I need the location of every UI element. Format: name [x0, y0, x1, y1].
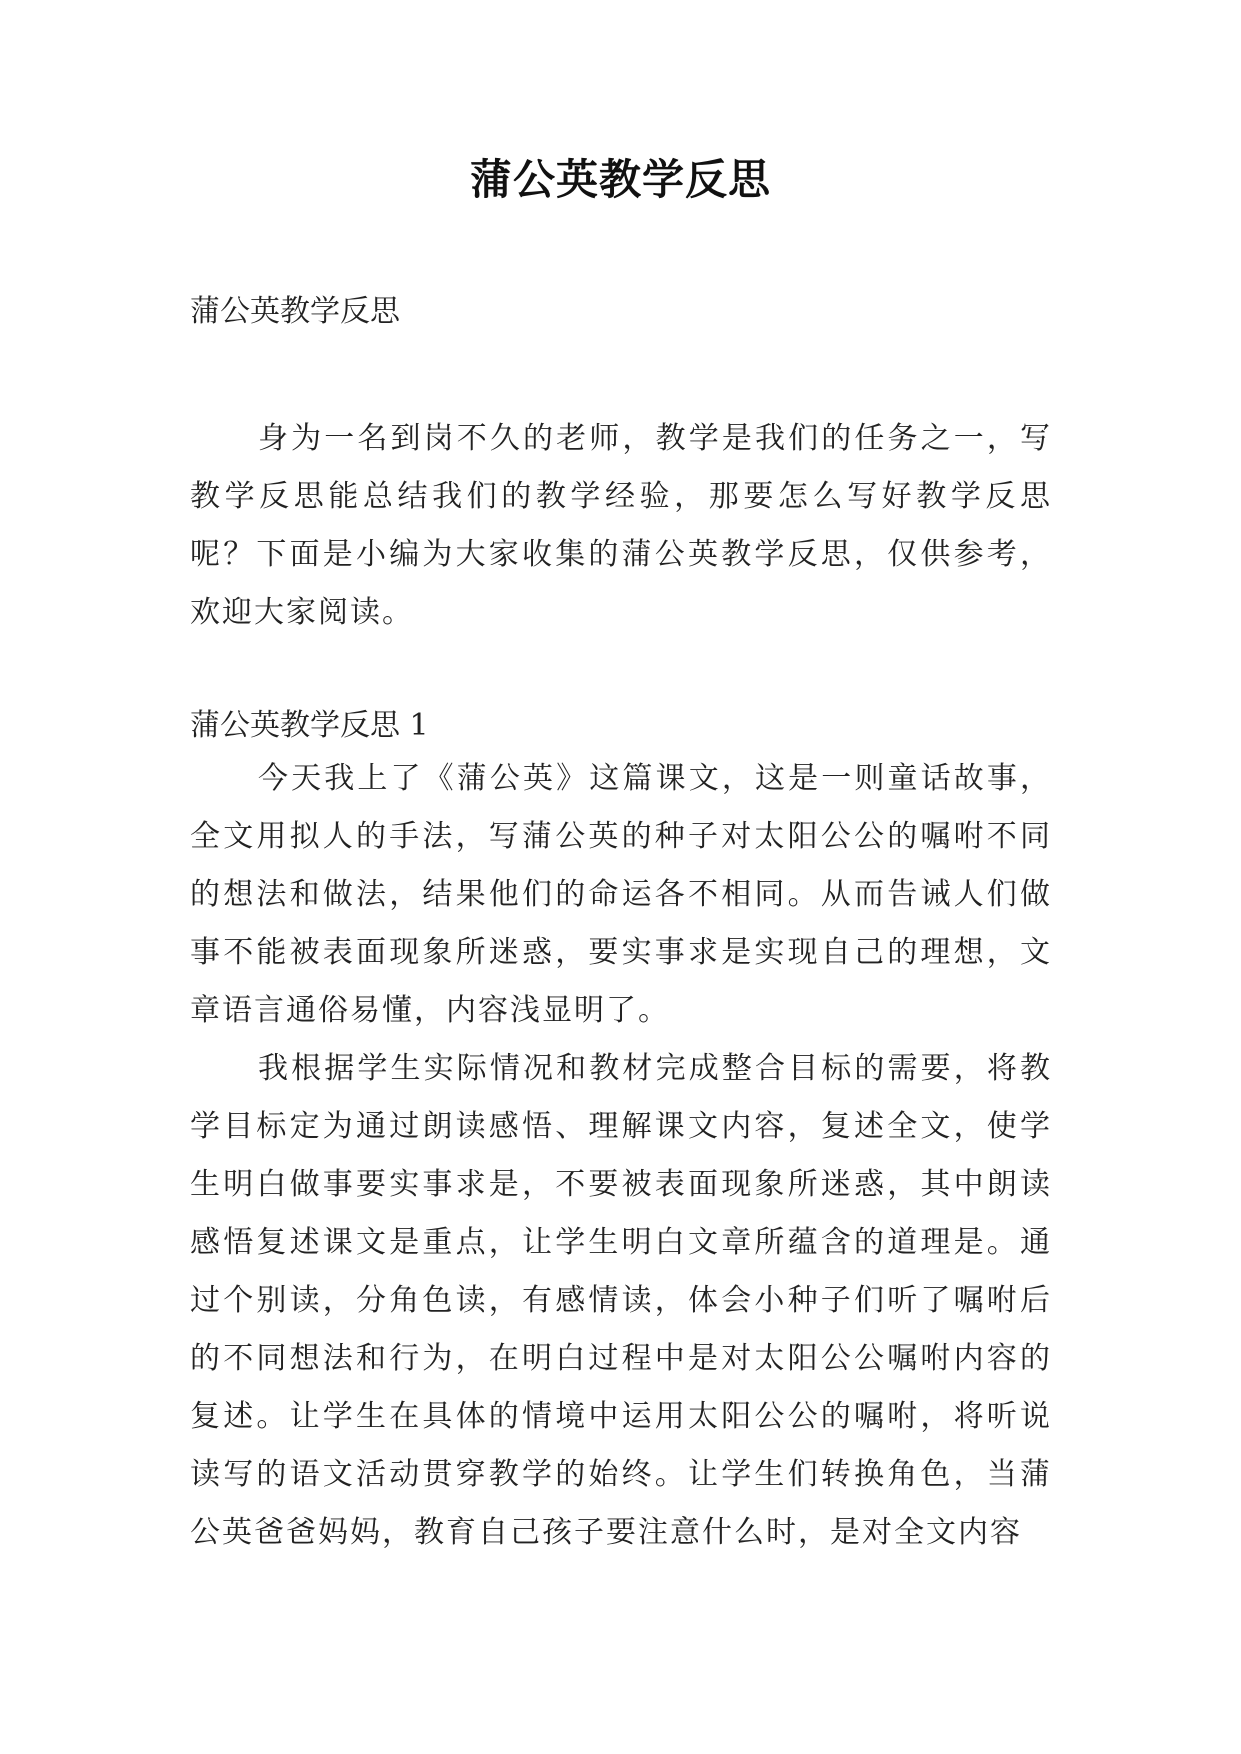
section-paragraph: 今天我上了《蒲公英》这篇课文，这是一则童话故事，全文用拟人的手法，写蒲公英的种子对太阳公公的嘱咐不同的想法和做法，结果他们的命运各不相同。从而告诫人们做事不能被表面现象所迷惑，要实事求是实现自己的理想，文章语言通俗易懂，内容浅显明了。	[190, 761, 1052, 1028]
section-body	[190, 750, 1052, 1562]
document-title: 蒲公英教学反思	[469, 155, 771, 204]
document-subtitle: 蒲公英教学反思	[190, 294, 400, 329]
section-heading: 蒲公英教学反思 1	[190, 708, 429, 743]
intro-paragraph: 身为一名到岗不久的老师，教学是我们的任务之一，写教学反思能总结我们的教学经验，那要怎么写好教学反思呢？下面是小编为大家收集的蒲公英教学反思，仅供参考，欢迎大家阅读。	[190, 421, 1052, 630]
section-paragraph: 我根据学生实际情况和教材完成整合目标的需要，将教学目标定为通过朗读感悟、理解课文内容，复述全文，使学生明白做事要实事求是，不要被表面现象所迷惑，其中朗读感悟复述课文是重点，让学生明白文章所蕴含的道理是。通过个别读，分角色读，有感情读，体会小种子们听了嘱咐后的不同想法和行为，在明白过程中是对太阳公公嘱咐内容的复述。让学生在具体的情境中运用太阳公公的嘱咐，将听说读写的语文活动贯穿教学的始终。让学生们转换角色，当蒲公英爸爸妈妈，教育自己孩子要注意什么时，是对全文内容	[190, 1051, 1052, 1550]
